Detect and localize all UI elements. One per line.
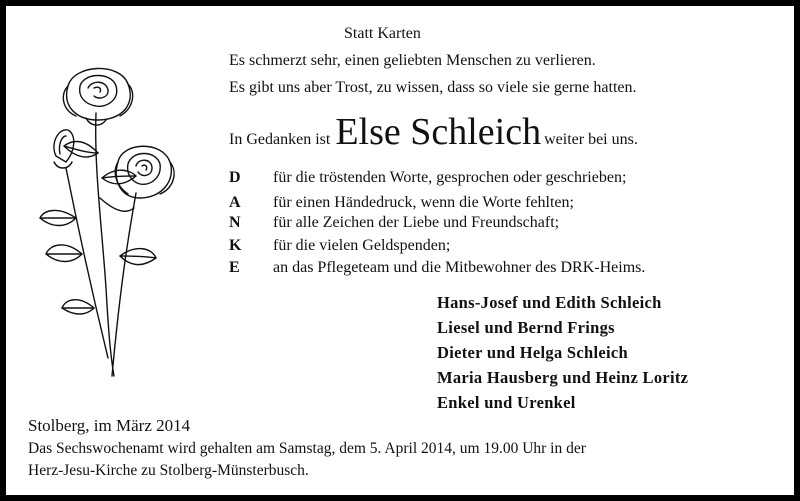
place-date: Stolberg, im März 2014 (28, 416, 191, 435)
family-name: Enkel und Urenkel (437, 393, 576, 412)
deceased-name: Else Schleich (335, 111, 542, 153)
memory-suffix: weiter bei uns. (544, 131, 638, 148)
danke-text: für alle Zeichen der Liebe und Freundschaft; (273, 214, 560, 231)
danke-text: für die tröstenden Worte, gesprochen oder geschrieben; (273, 169, 627, 186)
family-signatures (437, 290, 688, 415)
rose-icon (36, 58, 186, 378)
service-notice-line-2: Herz-Jesu-Kirche zu Stolberg-Münsterbusch. (28, 462, 309, 479)
family-name: Dieter und Helga Schleich (437, 343, 628, 362)
danke-row (229, 236, 450, 256)
danke-text: für die vielen Geldspenden; (273, 237, 451, 254)
danke-row (229, 193, 574, 213)
heading-statt-karten: Statt Karten (344, 25, 421, 42)
memory-line (229, 110, 638, 154)
family-name: Hans-Josef und Edith Schleich (437, 293, 662, 312)
family-name: Maria Hausberg und Heinz Loritz (437, 368, 689, 387)
danke-letter: K (229, 237, 242, 254)
service-notice-line-1: Das Sechswochenamt wird gehalten am Samstag, dem 5. April 2014, um 19.00 Uhr in der (28, 440, 586, 457)
intro-line-2: Es gibt uns aber Trost, zu wissen, dass so viele sie gerne hatten. (229, 79, 637, 96)
danke-letter: N (229, 214, 241, 231)
danke-letter: A (229, 194, 241, 211)
family-name: Liesel und Bernd Frings (437, 318, 615, 337)
danke-row (229, 168, 626, 188)
danke-text: für einen Händedruck, wenn die Worte fehlten; (273, 194, 574, 211)
danke-row (229, 213, 559, 233)
danke-letter: E (229, 259, 240, 276)
danke-text: an das Pflegeteam und die Mitbewohner des DRK-Heims. (273, 259, 646, 276)
memory-prefix: In Gedanken ist (229, 131, 331, 148)
intro-line-1: Es schmerzt sehr, einen geliebten Menschen zu verlieren. (229, 52, 596, 69)
danke-row (229, 258, 645, 278)
danke-letter: D (229, 169, 241, 186)
